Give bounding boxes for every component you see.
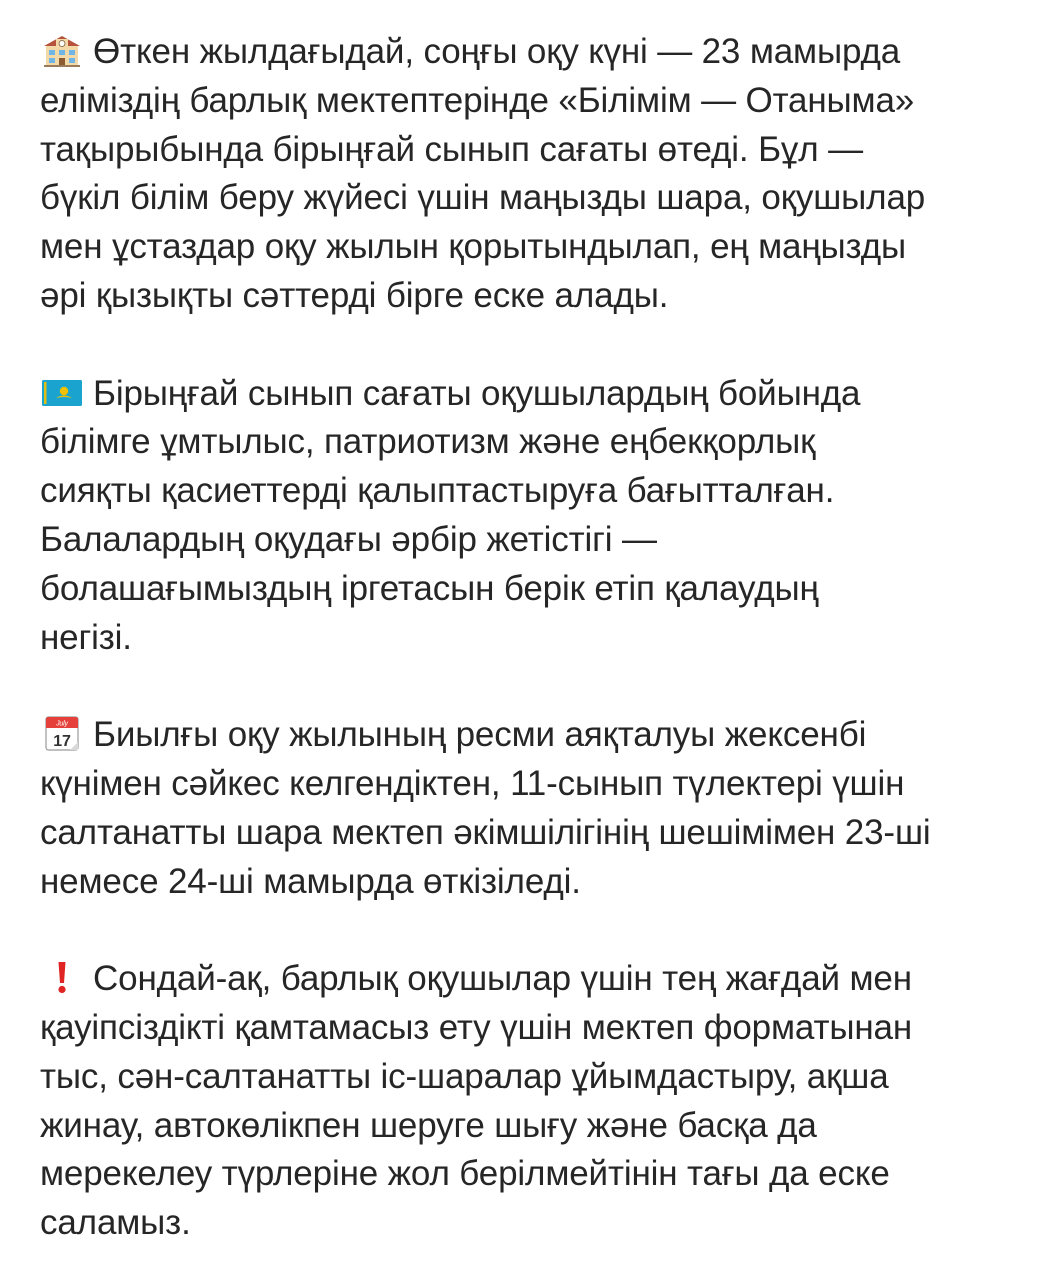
calendar-month-label: July	[56, 720, 68, 728]
text-line: немесе 24-ші мамырда өткізіледі.	[40, 861, 581, 901]
text-line: тыс, сән-салтанатты іс-шаралар ұйымдастыру, ақша	[40, 1056, 889, 1096]
text-line: қауіпсіздікті қамтамасыз ету үшін мектеп форматынан	[40, 1007, 913, 1047]
paragraph-notice	[40, 955, 1010, 1248]
text-line: болашағымыздың іргетасын берік етіп қалаудың	[40, 568, 819, 608]
text-line: негізі.	[40, 617, 132, 657]
exclamation-icon	[40, 959, 84, 995]
text-line: саламыз.	[40, 1203, 191, 1243]
text-line: тақырыбында бірыңғай сынып сағаты өтеді. Бұл —	[40, 129, 863, 169]
text-line: July 17 Биылғы оқу жылының ресми аяқталуы жексенбі	[40, 711, 1010, 760]
text-line: еліміздің барлық мектептерінде «Білімім — Отаныма»	[40, 80, 915, 120]
text-line: салтанатты шара мектеп әкімшілігінің шешімімен 23-ші	[40, 812, 931, 852]
text-line: күнімен сәйкес келгендіктен, 11-сынып түлектері үшін	[40, 763, 905, 803]
text-line: Бірыңғай сынып сағаты оқушылардың бойында	[40, 370, 1010, 419]
kazakhstan-flag-icon	[40, 374, 84, 410]
calendar-day-label: 17	[53, 733, 71, 751]
text-line: жинау, автокөлікпен шеруге шығу және басқа да	[40, 1105, 817, 1145]
text-line: сияқты қасиеттерді қалыптастыруға бағытталған.	[40, 471, 835, 511]
paragraph-flag	[40, 370, 1010, 663]
text-line: Өткен жылдағыдай, соңғы оқу күні — 23 мамырда	[40, 28, 1010, 77]
text-line: бүкіл білім беру жүйесі үшін маңызды шара, оқушылар	[40, 178, 926, 218]
text-line: білімге ұмтылыс, патриотизм және еңбекқорлық	[40, 422, 816, 462]
text-line: әрі қызықты сәттерді бірге еске алады.	[40, 275, 669, 315]
paragraph-calendar	[40, 711, 1010, 906]
text-line: Балалардың оқудағы әрбір жетістігі —	[40, 519, 657, 559]
paragraph-school	[40, 28, 1010, 321]
text-line: Сондай-ақ, барлық оқушылар үшін тең жағдай мен	[40, 955, 1010, 1004]
calendar-icon	[40, 715, 84, 751]
text-line: мен ұстаздар оқу жылын қорытындылап, ең маңызды	[40, 227, 906, 267]
school-icon	[40, 32, 84, 68]
text-line: мерекелеу түрлеріне жол берілмейтінін тағы да еске	[40, 1154, 890, 1194]
